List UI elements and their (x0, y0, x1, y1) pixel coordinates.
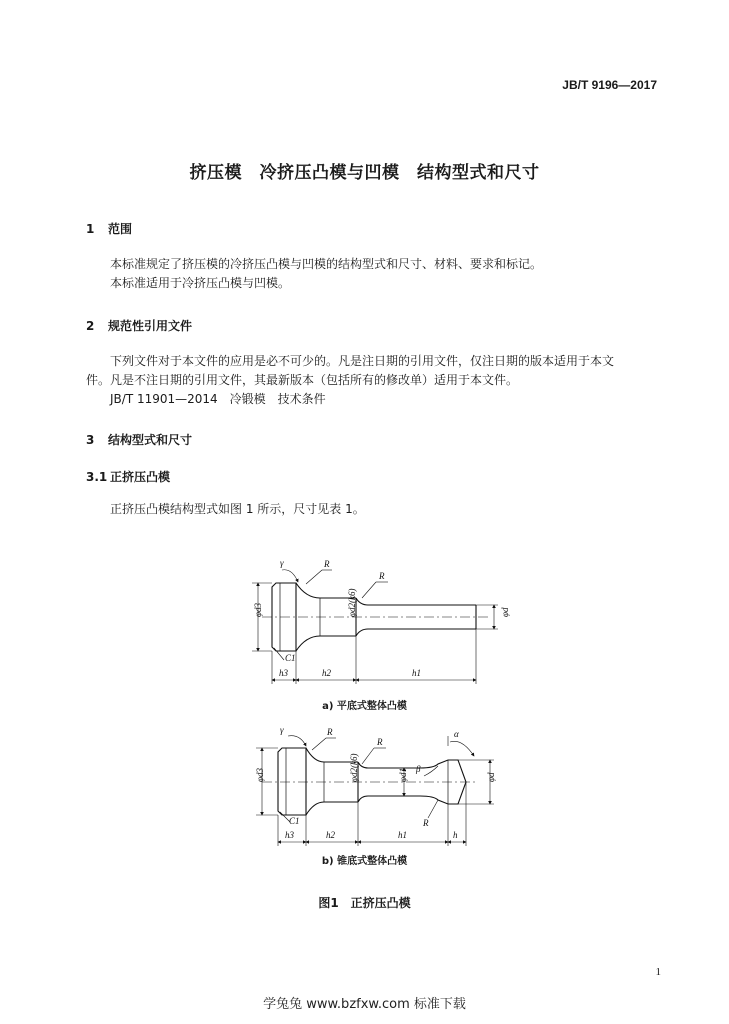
h1-label-b: h1 (398, 830, 407, 840)
section-number: 2 (86, 319, 95, 333)
section-title: 结构型式和尺寸 (108, 433, 193, 447)
section-2-paragraph-line-2: 件。凡是不注日期的引用文件，其最新版本（包括所有的修改单）适用于本文件。 (86, 373, 519, 387)
radius-label-b3: R (423, 818, 429, 828)
gamma-label-a: γ (280, 558, 284, 568)
section-1-paragraph-2: 本标准适用于冷挤压凸模与凹模。 (110, 276, 291, 290)
chamfer-label-a: C1 (285, 653, 296, 663)
h1-label-a: h1 (412, 668, 421, 678)
figure-caption-b: b) 锥底式整体凸模 (321, 856, 408, 867)
alpha-label-b: α (454, 729, 459, 739)
d3-label-a: φd3 (253, 603, 263, 617)
section-2-paragraph-line-1: 下列文件对于本文件的应用是必不可少的。凡是注日期的引用文件，仅注日期的版本适用于本文 (110, 354, 615, 368)
normative-reference: JB/T 11901—2014 冷锻模 技术条件 (110, 392, 326, 406)
chamfer-label-b: C1 (289, 816, 300, 826)
d-label-b: φd (486, 772, 496, 782)
section-number: 1 (86, 222, 95, 236)
radius-label-a2: R (379, 571, 385, 581)
radius-label-b2: R (377, 737, 383, 747)
d3-label-b: φd3 (255, 768, 265, 782)
standard-code: JB/T 9196—2017 (562, 78, 657, 92)
figure-caption-a: a) 平底式整体凸模 (322, 701, 407, 712)
d2-label-b: φd2(k6) (349, 753, 359, 782)
section-title: 范围 (108, 222, 133, 236)
radius-label-b1: R (327, 727, 333, 737)
h2-label-a: h2 (322, 668, 331, 678)
h3-label-b: h3 (285, 830, 294, 840)
section-title: 正挤压凸模 (110, 470, 171, 484)
gamma-label-b: γ (280, 725, 284, 735)
radius-label-a1: R (324, 559, 330, 569)
drawing-a-flat-bottom-punch (252, 570, 498, 684)
page-number: 1 (655, 966, 661, 978)
section-1-paragraph-1: 本标准规定了挤压模的冷挤压凸模与凹模的结构型式和尺寸、材料、要求和标记。 (110, 257, 543, 271)
beta-label-b: β (416, 764, 421, 774)
d1-label-b: φd1 (398, 768, 408, 782)
section-title: 规范性引用文件 (108, 319, 193, 333)
h2-label-b: h2 (326, 830, 335, 840)
figure-caption: 图1 正挤压凸模 (318, 896, 411, 910)
watermark-text: 学兔兔 www.bzfxw.com 标准下载 (263, 997, 466, 1012)
section-number: 3.1 (86, 470, 108, 484)
d-label-a: φd (500, 607, 510, 617)
h3-label-a: h3 (279, 668, 288, 678)
section-3-1-paragraph: 正挤压凸模结构型式如图 1 所示，尺寸见表 1。 (110, 502, 365, 516)
d2-label-a: φd2(k6) (347, 588, 357, 617)
h-label-b: h (453, 830, 458, 840)
document-title: 挤压模 冷挤压凸模与凹模 结构型式和尺寸 (189, 163, 540, 183)
section-number: 3 (86, 433, 95, 447)
